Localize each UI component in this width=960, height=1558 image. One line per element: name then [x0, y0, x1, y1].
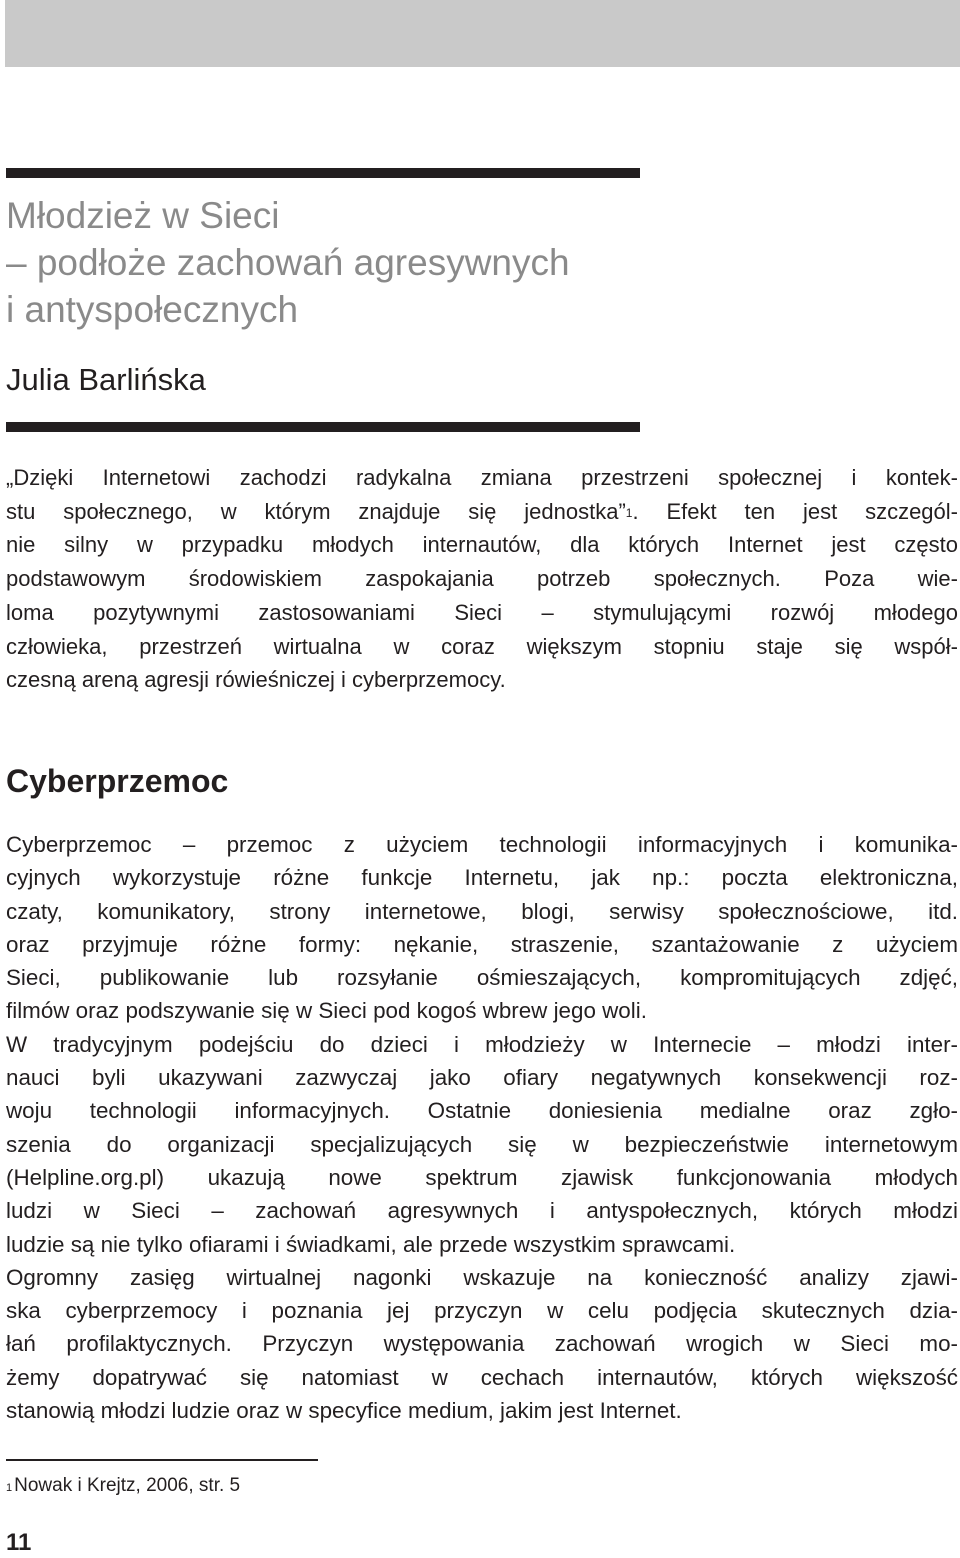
text-line: „Dzięki Internetowi zachodzi radykalna zmiana przestrzeni społecznej i kontek-	[6, 465, 958, 490]
footnote-marker: 1	[6, 1482, 13, 1494]
footnote	[6, 1472, 240, 1500]
text-line: stanowią młodzi ludzie oraz w specyfice medium, jakim jest Internet.	[6, 1398, 682, 1424]
text-line: loma pozytywnymi zastosowaniami Sieci – stymulującymi rozwój młodego	[6, 599, 958, 625]
footnote-reference[interactable]: 1	[625, 505, 633, 520]
title-line: Młodzież w Sieci	[6, 195, 280, 236]
text-line: Sieci, publikowanie lub rozsyłanie ośmieszających, kompromitujących zdjęć,	[6, 965, 958, 991]
title-rule-bottom	[6, 422, 640, 432]
text-line: czaty, komunikatory, strony internetowe, blogi, serwisy społecznościowe, itd.	[6, 898, 958, 924]
text-line: W tradycyjnym podejściu do dzieci i młodzieży w Internecie – młodzi inter-	[6, 1031, 958, 1057]
text-line: ska cyberprzemocy i poznania jej przyczyn w celu podjęcia skutecznych dzia-	[6, 1298, 958, 1324]
article-title	[6, 192, 706, 333]
text-line	[6, 495, 958, 529]
text-line: (Helpline.org.pl) ukazują nowe spektrum zjawisk funkcjonowania młodych	[6, 1164, 958, 1190]
footnote-rule	[6, 1459, 318, 1461]
text-fragment: . Efekt ten jest szczegól-	[632, 498, 958, 524]
text-line: nauci byli ukazywani zazwyczaj jako ofiary negatywnych konsekwencji roz-	[6, 1065, 958, 1091]
section-heading: Cyberprzemoc	[6, 763, 229, 799]
text-line: cyjnych wykorzystuje różne funkcje Internetu, jak np.: poczta elektroniczna,	[6, 865, 958, 891]
text-line: szenia do organizacji specjalizujących się w bezpieczeństwie internetowym	[6, 1131, 958, 1157]
text-line: Ogromny zasięg wirtualnej nagonki wskazuje na konieczność analizy zjawi-	[6, 1264, 958, 1290]
text-line: człowieka, przestrzeń wirtualna w coraz większym stopniu staje się współ-	[6, 633, 958, 659]
text-fragment: stu społecznego, w którym znajduje się jednostka”	[6, 498, 626, 524]
text-line: żemy dopatrywać się natomiast w cechach internautów, których większość	[6, 1364, 958, 1390]
title-line: – podłoże zachowań agresywnych	[6, 242, 570, 283]
text-line: filmów oraz podszywanie się w Sieci pod kogoś wbrew jego woli.	[6, 998, 647, 1024]
title-line: i antyspołecznych	[6, 289, 299, 330]
text-line: woju technologii informacyjnych. Ostatnie doniesienia medialne oraz zgło-	[6, 1098, 958, 1124]
section-body	[6, 828, 958, 1427]
text-line: ludzie są nie tylko ofiarami i świadkami, ale przede wszystkim sprawcami.	[6, 1231, 736, 1257]
text-line: oraz przyjmuje różne formy: nękanie, straszenie, szantażowanie z użyciem	[6, 931, 958, 957]
text-line: nie silny w przypadku młodych internautów, dla których Internet jest często	[6, 532, 958, 558]
text-line: czesną areną agresji rówieśniczej i cyberprzemocy.	[6, 667, 506, 693]
header-band	[5, 0, 960, 67]
author-name: Julia Barlińska	[6, 362, 206, 397]
text-line: Cyberprzemoc – przemoc z użyciem technologii informacyjnych i komunika-	[6, 832, 958, 857]
text-line: łań profilaktycznych. Przyczyn występowania zachowań wrogich w Sieci mo-	[6, 1331, 958, 1357]
title-rule-top	[6, 168, 640, 178]
intro-paragraph	[6, 461, 958, 697]
footnote-text: Nowak i Krejtz, 2006, str. 5	[14, 1475, 241, 1496]
page-number: 11	[6, 1529, 32, 1556]
text-line: podstawowym środowiskiem zaspokajania potrzeb społecznych. Poza wie-	[6, 566, 958, 592]
text-line: ludzi w Sieci – zachowań agresywnych i antyspołecznych, których młodzi	[6, 1198, 958, 1224]
